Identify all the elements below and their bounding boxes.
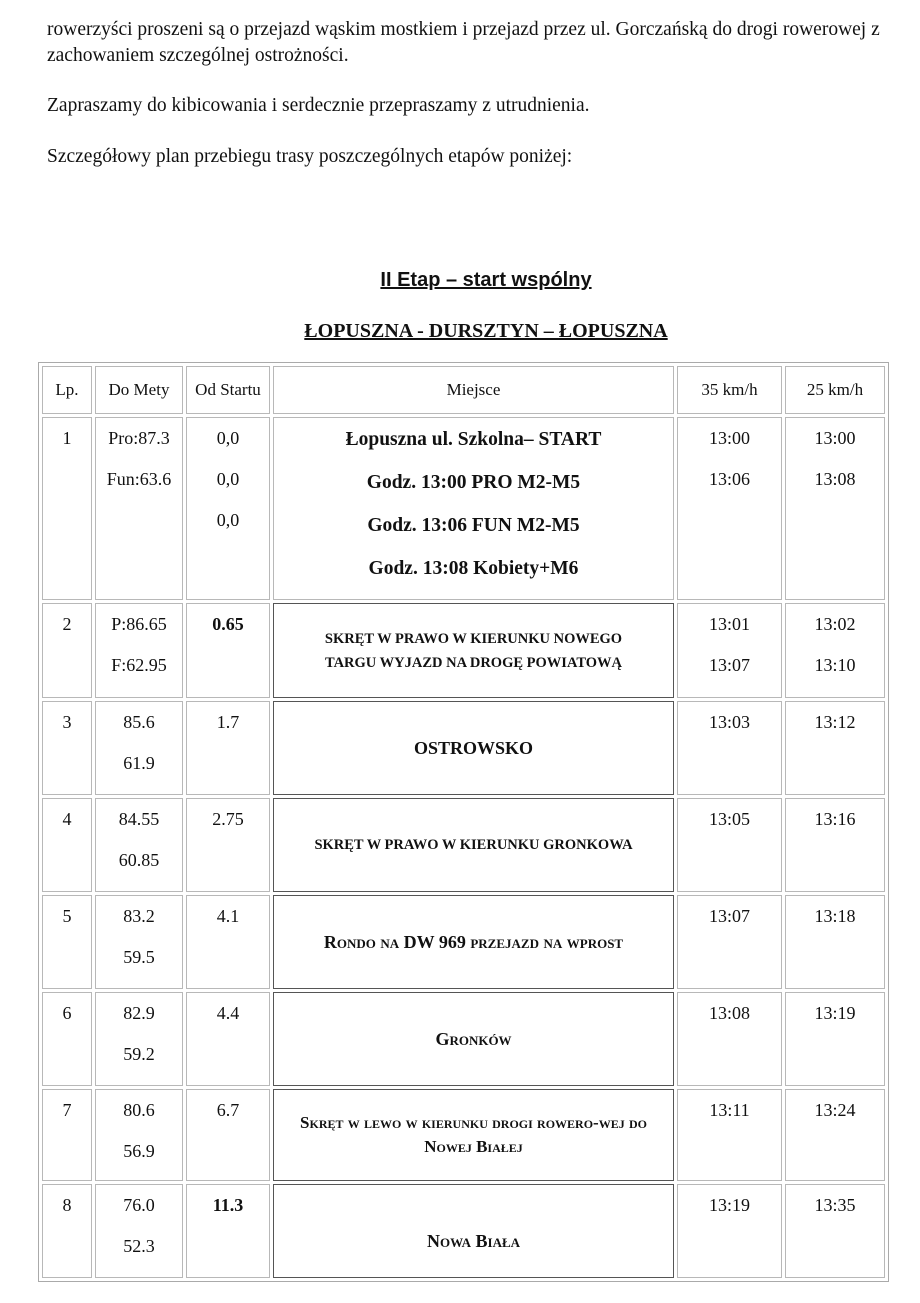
cell-do-mety: 61.9 — [123, 753, 155, 773]
cell-od-startu: 2.75 — [212, 809, 244, 829]
cell-do-mety: 59.2 — [123, 1044, 155, 1064]
cell-do-mety: 85.6 — [123, 712, 155, 732]
stage-title: II Etap – start wspólny — [380, 269, 592, 291]
table-row — [42, 701, 885, 795]
cell-od-startu: 1.7 — [216, 712, 240, 732]
cell-lp: 2 — [62, 614, 72, 634]
start-time-fun: Godz. 13:06 FUN M2-M5 — [367, 515, 580, 536]
cell-time-35: 13:01 — [708, 614, 750, 634]
cell-time-35: 13:06 — [708, 469, 750, 489]
cell-time-35: 13:07 — [708, 906, 750, 926]
cell-lp: 5 — [62, 906, 72, 926]
cell-time-25: 13:08 — [814, 469, 856, 489]
cell-lp: 6 — [62, 1003, 72, 1023]
cell-time-35: 13:03 — [708, 712, 750, 732]
intro-paragraph-1: rowerzyści proszeni są o przejazd wąskim mostkiem i przejazd przez ul. Gorczańską do drogi rowerowej z zachowaniem szczególnej ostrożności. — [47, 19, 880, 66]
header-od-startu: Od Startu — [186, 366, 270, 414]
header-35kmh: 35 km/h — [677, 366, 782, 414]
cell-od-startu: 0,0 — [216, 510, 240, 530]
cell-lp: 3 — [62, 712, 72, 732]
cell-miejsce: SKRĘT W PRAWO W KIERUNKU NOWEGO TARGU WYJAZD NA DROGĘ POWIATOWĄ — [324, 630, 623, 671]
table-header-row — [42, 366, 885, 414]
cell-time-35: 13:08 — [708, 1003, 750, 1023]
intro-paragraph-3: Szczegółowy plan przebiegu trasy poszczególnych etapów poniżej: — [47, 146, 573, 167]
cell-miejsce: OSTROWSKO — [413, 737, 534, 758]
cell-do-mety: 52.3 — [123, 1236, 155, 1256]
cell-od-startu: 0,0 — [216, 469, 240, 489]
cell-lp: 1 — [62, 428, 72, 448]
cell-time-25: 13:12 — [814, 712, 856, 732]
cell-do-mety: 76.0 — [123, 1195, 155, 1215]
start-location: Łopuszna ul. Szkolna– START — [345, 429, 602, 450]
intro-paragraph-2: Zapraszamy do kibicowania i serdecznie przepraszamy z utrudnienia. — [47, 95, 590, 116]
cell-od-startu: 11.3 — [212, 1195, 244, 1215]
route-plan-table — [38, 362, 889, 1282]
cell-time-25: 13:10 — [814, 655, 856, 675]
table-row — [42, 1184, 885, 1278]
cell-miejsce: Nowa Biała — [426, 1230, 521, 1251]
stage-route: ŁOPUSZNA - DURSZTYN – ŁOPUSZNA — [304, 320, 668, 342]
start-time-pro: Godz. 13:00 PRO M2-M5 — [366, 472, 581, 493]
header-25kmh: 25 km/h — [785, 366, 885, 414]
cell-do-mety: 80.6 — [123, 1100, 155, 1120]
cell-lp: 4 — [62, 809, 72, 829]
header-miejsce: Miejsce — [273, 366, 674, 414]
cell-time-25: 13:18 — [814, 906, 856, 926]
cell-do-mety: 84.55 — [118, 809, 160, 829]
cell-do-mety: 56.9 — [123, 1141, 155, 1161]
cell-time-35: 13:05 — [708, 809, 750, 829]
cell-do-mety: P:86.65 — [111, 614, 167, 634]
start-time-women: Godz. 13:08 Kobiety+M6 — [368, 558, 579, 579]
cell-do-mety: 59.5 — [123, 947, 155, 967]
cell-time-35: 13:00 — [708, 428, 750, 448]
cell-time-35: 13:11 — [709, 1100, 750, 1120]
cell-do-mety: F:62.95 — [111, 655, 167, 675]
cell-miejsce: Rondo na DW 969 przejazd na wprost — [323, 931, 624, 952]
cell-miejsce: Skręt w lewo w kierunku drogi rowero-wej do Nowej Białej — [300, 1113, 647, 1156]
cell-time-25: 13:19 — [814, 1003, 856, 1023]
cell-time-35: 13:19 — [708, 1195, 750, 1215]
cell-lp: 8 — [62, 1195, 72, 1215]
cell-od-startu: 4.4 — [216, 1003, 240, 1023]
cell-time-25: 13:24 — [814, 1100, 856, 1120]
table-row — [42, 895, 885, 989]
cell-do-mety: 60.85 — [118, 850, 160, 870]
cell-od-startu: 0.65 — [212, 614, 244, 634]
header-do-mety: Do Mety — [95, 366, 183, 414]
header-lp: Lp. — [42, 366, 92, 414]
cell-time-25: 13:35 — [814, 1195, 856, 1215]
cell-do-mety: Fun:63.6 — [106, 469, 172, 489]
table-row — [42, 1089, 885, 1181]
table-row — [42, 798, 885, 892]
cell-lp: 7 — [62, 1100, 72, 1120]
cell-od-startu: 6.7 — [216, 1100, 240, 1120]
cell-miejsce: Gronków — [435, 1028, 512, 1049]
cell-od-startu: 4.1 — [216, 906, 240, 926]
cell-do-mety: 83.2 — [123, 906, 155, 926]
table-row — [42, 603, 885, 698]
cell-od-startu: 0,0 — [216, 428, 240, 448]
cell-time-25: 13:02 — [814, 614, 856, 634]
cell-do-mety: Pro:87.3 — [108, 428, 170, 448]
cell-miejsce: SKRĘT W PRAWO W KIERUNKU GRONKOWA — [314, 837, 633, 853]
cell-time-25: 13:00 — [814, 428, 856, 448]
cell-do-mety: 82.9 — [123, 1003, 155, 1023]
cell-time-35: 13:07 — [708, 655, 750, 675]
cell-time-25: 13:16 — [814, 809, 856, 829]
table-row — [42, 417, 885, 600]
table-row — [42, 992, 885, 1086]
cell-miejsce — [274, 418, 673, 590]
